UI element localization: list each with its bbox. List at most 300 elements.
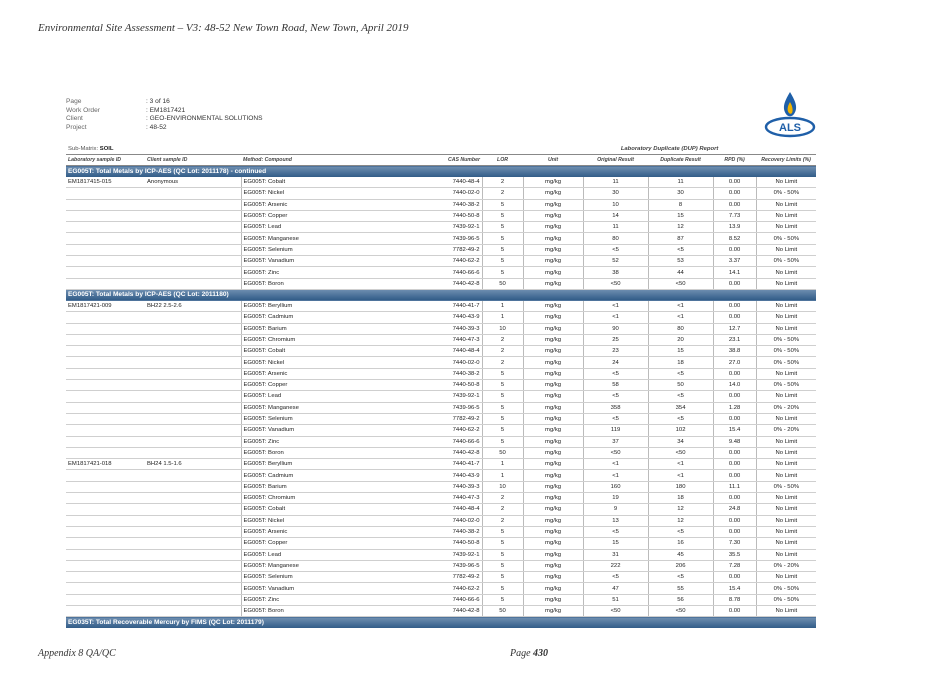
rpd: 0.00 bbox=[713, 459, 756, 470]
table-row bbox=[66, 413, 816, 424]
meta-key: Page bbox=[66, 98, 82, 105]
empty-cell bbox=[66, 334, 145, 345]
unit: mg/kg bbox=[523, 538, 583, 549]
table-row bbox=[66, 210, 816, 221]
table-row bbox=[66, 425, 816, 436]
original-result: 19 bbox=[583, 493, 648, 504]
rpd: 15.4 bbox=[713, 425, 756, 436]
compound: EG005T: Copper bbox=[241, 380, 438, 391]
cas-number: 7440-02-0 bbox=[438, 188, 482, 199]
recovery-limits: No Limit bbox=[756, 391, 816, 402]
unit: mg/kg bbox=[523, 560, 583, 571]
cas-number: 7440-62-2 bbox=[438, 425, 482, 436]
footer-appendix: Appendix 8 QA/QC bbox=[38, 648, 116, 659]
recovery-limits: 0% - 50% bbox=[756, 188, 816, 199]
rpd: 27.0 bbox=[713, 357, 756, 368]
empty-cell bbox=[145, 425, 241, 436]
footer-page bbox=[510, 648, 548, 659]
table-row bbox=[66, 301, 816, 312]
original-result: 31 bbox=[583, 549, 648, 560]
client-sample-id: BH24 1.5-1.6 bbox=[145, 459, 241, 470]
unit: mg/kg bbox=[523, 447, 583, 458]
cas-number: 7440-42-8 bbox=[438, 605, 482, 616]
table-row bbox=[66, 188, 816, 199]
recovery-limits: 0% - 50% bbox=[756, 594, 816, 605]
original-result: 38 bbox=[583, 267, 648, 278]
recovery-limits: No Limit bbox=[756, 278, 816, 289]
rpd: 35.5 bbox=[713, 549, 756, 560]
recovery-limits: 0% - 50% bbox=[756, 380, 816, 391]
table-row bbox=[66, 244, 816, 255]
unit: mg/kg bbox=[523, 391, 583, 402]
cas-number: 7440-38-2 bbox=[438, 368, 482, 379]
unit: mg/kg bbox=[523, 380, 583, 391]
unit: mg/kg bbox=[523, 583, 583, 594]
lor: 5 bbox=[482, 572, 523, 583]
cas-number: 7440-43-9 bbox=[438, 312, 482, 323]
lor: 5 bbox=[482, 391, 523, 402]
rpd: 7.73 bbox=[713, 210, 756, 221]
table-row bbox=[66, 594, 816, 605]
empty-cell bbox=[145, 549, 241, 560]
qc-lot-header bbox=[66, 166, 816, 178]
table-row bbox=[66, 504, 816, 515]
original-result: 23 bbox=[583, 346, 648, 357]
rpd: 0.00 bbox=[713, 470, 756, 481]
recovery-limits: 0% - 50% bbox=[756, 334, 816, 345]
lor: 5 bbox=[482, 402, 523, 413]
table-row bbox=[66, 391, 816, 402]
column-header: CAS Number bbox=[438, 155, 482, 166]
duplicate-result: 102 bbox=[648, 425, 713, 436]
empty-cell bbox=[66, 538, 145, 549]
meta-value: : 3 of 16 bbox=[146, 98, 170, 105]
duplicate-result: 20 bbox=[648, 334, 713, 345]
recovery-limits: No Limit bbox=[756, 301, 816, 312]
original-result: 9 bbox=[583, 504, 648, 515]
recovery-limits: No Limit bbox=[756, 413, 816, 424]
meta-key: Project bbox=[66, 123, 87, 131]
recovery-limits: 0% - 50% bbox=[756, 357, 816, 368]
empty-cell bbox=[66, 560, 145, 571]
compound: EG005T: Cobalt bbox=[241, 346, 438, 357]
compound: EG005T: Boron bbox=[241, 278, 438, 289]
unit: mg/kg bbox=[523, 323, 583, 334]
lor: 1 bbox=[482, 301, 523, 312]
lor: 2 bbox=[482, 493, 523, 504]
meta-key: Work Order bbox=[66, 106, 100, 114]
unit: mg/kg bbox=[523, 436, 583, 447]
table-row bbox=[66, 267, 816, 278]
cas-number: 7440-43-9 bbox=[438, 470, 482, 481]
recovery-limits: No Limit bbox=[756, 436, 816, 447]
compound: EG005T: Lead bbox=[241, 549, 438, 560]
unit: mg/kg bbox=[523, 278, 583, 289]
lor: 2 bbox=[482, 188, 523, 199]
compound: EG005T: Nickel bbox=[241, 515, 438, 526]
empty-cell bbox=[66, 572, 145, 583]
meta-value: : EM1817421 bbox=[146, 106, 186, 114]
duplicate-result: 44 bbox=[648, 267, 713, 278]
table-row bbox=[66, 459, 816, 470]
compound: EG005T: Manganese bbox=[241, 560, 438, 571]
table-row bbox=[66, 605, 816, 616]
empty-cell bbox=[145, 323, 241, 334]
unit: mg/kg bbox=[523, 301, 583, 312]
compound: EG005T: Selenium bbox=[241, 413, 438, 424]
compound: EG005T: Zinc bbox=[241, 594, 438, 605]
recovery-limits: No Limit bbox=[756, 526, 816, 537]
compound: EG005T: Boron bbox=[241, 447, 438, 458]
unit: mg/kg bbox=[523, 425, 583, 436]
empty-cell bbox=[145, 199, 241, 210]
cas-number: 7440-42-8 bbox=[438, 447, 482, 458]
unit: mg/kg bbox=[523, 572, 583, 583]
compound: EG005T: Nickel bbox=[241, 188, 438, 199]
empty-cell bbox=[145, 256, 241, 267]
compound: EG005T: Copper bbox=[241, 210, 438, 221]
original-result: <1 bbox=[583, 301, 648, 312]
compound: EG005T: Arsenic bbox=[241, 199, 438, 210]
cas-number: 7439-96-5 bbox=[438, 560, 482, 571]
recovery-limits: No Limit bbox=[756, 515, 816, 526]
rpd: 8.78 bbox=[713, 594, 756, 605]
cas-number: 7440-39-3 bbox=[438, 481, 482, 492]
submatrix-label bbox=[66, 144, 523, 155]
empty-cell bbox=[145, 594, 241, 605]
unit: mg/kg bbox=[523, 233, 583, 244]
original-result: 15 bbox=[583, 538, 648, 549]
compound: EG005T: Cobalt bbox=[241, 177, 438, 188]
cas-number: 7439-96-5 bbox=[438, 233, 482, 244]
rpd: 0.00 bbox=[713, 493, 756, 504]
meta-row bbox=[66, 124, 263, 133]
empty-cell bbox=[66, 346, 145, 357]
original-result: 90 bbox=[583, 323, 648, 334]
lor: 2 bbox=[482, 177, 523, 188]
empty-cell bbox=[66, 402, 145, 413]
empty-cell bbox=[66, 210, 145, 221]
cas-number: 7440-41-7 bbox=[438, 459, 482, 470]
rpd: 0.00 bbox=[713, 278, 756, 289]
unit: mg/kg bbox=[523, 222, 583, 233]
recovery-limits: No Limit bbox=[756, 222, 816, 233]
column-header: Method: Compound bbox=[241, 155, 438, 166]
compound: EG005T: Chromium bbox=[241, 334, 438, 345]
duplicate-result: 12 bbox=[648, 222, 713, 233]
column-header: Original Result bbox=[583, 155, 648, 166]
duplicate-result: 34 bbox=[648, 436, 713, 447]
empty-cell bbox=[145, 188, 241, 199]
empty-cell bbox=[66, 605, 145, 616]
cas-number: 7440-42-8 bbox=[438, 278, 482, 289]
duplicate-result: 206 bbox=[648, 560, 713, 571]
empty-cell bbox=[66, 447, 145, 458]
meta-value: : GEO-ENVIRONMENTAL SOLUTIONS bbox=[146, 115, 263, 123]
rpd: 0.00 bbox=[713, 199, 756, 210]
lor: 2 bbox=[482, 346, 523, 357]
cas-number: 7440-66-6 bbox=[438, 594, 482, 605]
lor: 5 bbox=[482, 413, 523, 424]
lor: 50 bbox=[482, 278, 523, 289]
original-result: <50 bbox=[583, 447, 648, 458]
empty-cell bbox=[145, 357, 241, 368]
compound: EG005T: Lead bbox=[241, 391, 438, 402]
duplicate-result: 180 bbox=[648, 481, 713, 492]
table-row bbox=[66, 368, 816, 379]
cas-number: 7440-50-8 bbox=[438, 380, 482, 391]
recovery-limits: No Limit bbox=[756, 267, 816, 278]
rpd: 0.00 bbox=[713, 413, 756, 424]
compound: EG005T: Zinc bbox=[241, 436, 438, 447]
empty-cell bbox=[66, 594, 145, 605]
table-row bbox=[66, 278, 816, 289]
empty-cell bbox=[145, 572, 241, 583]
empty-cell bbox=[66, 312, 145, 323]
empty-cell bbox=[66, 233, 145, 244]
table-row bbox=[66, 312, 816, 323]
rpd: 0.00 bbox=[713, 515, 756, 526]
rpd: 11.1 bbox=[713, 481, 756, 492]
empty-cell bbox=[145, 470, 241, 481]
lor: 50 bbox=[482, 447, 523, 458]
rpd: 0.00 bbox=[713, 244, 756, 255]
original-result: 52 bbox=[583, 256, 648, 267]
duplicate-result: 12 bbox=[648, 515, 713, 526]
als-logo bbox=[764, 88, 816, 138]
original-result: 80 bbox=[583, 233, 648, 244]
rpd: 23.1 bbox=[713, 334, 756, 345]
original-result: <5 bbox=[583, 244, 648, 255]
unit: mg/kg bbox=[523, 459, 583, 470]
compound: EG005T: Cobalt bbox=[241, 504, 438, 515]
duplicate-result: <1 bbox=[648, 301, 713, 312]
empty-cell bbox=[66, 425, 145, 436]
dup-report-table bbox=[66, 144, 816, 628]
table-row bbox=[66, 346, 816, 357]
compound: EG005T: Copper bbox=[241, 538, 438, 549]
lor: 5 bbox=[482, 425, 523, 436]
cas-number: 7440-48-4 bbox=[438, 177, 482, 188]
duplicate-result: <50 bbox=[648, 605, 713, 616]
duplicate-result: <50 bbox=[648, 278, 713, 289]
duplicate-result: 45 bbox=[648, 549, 713, 560]
cas-number: 7439-92-1 bbox=[438, 391, 482, 402]
empty-cell bbox=[66, 323, 145, 334]
original-result: 10 bbox=[583, 199, 648, 210]
unit: mg/kg bbox=[523, 368, 583, 379]
compound: EG005T: Barium bbox=[241, 481, 438, 492]
compound: EG005T: Vanadium bbox=[241, 583, 438, 594]
footer-page-label: Page bbox=[510, 648, 534, 659]
meta-row bbox=[66, 115, 263, 124]
lor: 5 bbox=[482, 538, 523, 549]
cas-number: 7440-02-0 bbox=[438, 357, 482, 368]
lor: 5 bbox=[482, 549, 523, 560]
lor: 2 bbox=[482, 334, 523, 345]
rpd: 0.00 bbox=[713, 572, 756, 583]
empty-cell bbox=[145, 312, 241, 323]
duplicate-result: 15 bbox=[648, 346, 713, 357]
empty-cell bbox=[66, 357, 145, 368]
recovery-limits: 0% - 20% bbox=[756, 402, 816, 413]
original-result: 14 bbox=[583, 210, 648, 221]
original-result: 51 bbox=[583, 594, 648, 605]
recovery-limits: No Limit bbox=[756, 447, 816, 458]
duplicate-result: <5 bbox=[648, 572, 713, 583]
duplicate-result: 18 bbox=[648, 493, 713, 504]
column-header-row bbox=[66, 155, 816, 166]
cas-number: 7440-62-2 bbox=[438, 256, 482, 267]
cas-number: 7782-49-2 bbox=[438, 572, 482, 583]
meta-key: Client bbox=[66, 115, 83, 123]
duplicate-result: <1 bbox=[648, 459, 713, 470]
table-row bbox=[66, 380, 816, 391]
duplicate-result: <1 bbox=[648, 470, 713, 481]
original-result: <5 bbox=[583, 572, 648, 583]
duplicate-report bbox=[66, 144, 816, 628]
submatrix-row bbox=[66, 144, 816, 155]
rpd: 3.37 bbox=[713, 256, 756, 267]
cas-number: 7439-92-1 bbox=[438, 222, 482, 233]
cas-number: 7440-47-3 bbox=[438, 334, 482, 345]
empty-cell bbox=[145, 244, 241, 255]
empty-cell bbox=[66, 199, 145, 210]
lor: 2 bbox=[482, 504, 523, 515]
table-row bbox=[66, 256, 816, 267]
table-row bbox=[66, 199, 816, 210]
recovery-limits: No Limit bbox=[756, 470, 816, 481]
duplicate-result: 15 bbox=[648, 210, 713, 221]
column-header: LOR bbox=[482, 155, 523, 166]
table-row bbox=[66, 493, 816, 504]
original-result: 24 bbox=[583, 357, 648, 368]
empty-cell bbox=[145, 334, 241, 345]
duplicate-result: 8 bbox=[648, 199, 713, 210]
unit: mg/kg bbox=[523, 177, 583, 188]
empty-cell bbox=[66, 526, 145, 537]
original-result: 25 bbox=[583, 334, 648, 345]
compound: EG005T: Zinc bbox=[241, 267, 438, 278]
recovery-limits: 0% - 20% bbox=[756, 425, 816, 436]
duplicate-result: <5 bbox=[648, 244, 713, 255]
duplicate-result: 53 bbox=[648, 256, 713, 267]
cas-number: 7440-47-3 bbox=[438, 493, 482, 504]
table-row bbox=[66, 436, 816, 447]
rpd: 1.28 bbox=[713, 402, 756, 413]
cas-number: 7440-41-7 bbox=[438, 301, 482, 312]
original-result: <1 bbox=[583, 459, 648, 470]
empty-cell bbox=[145, 526, 241, 537]
unit: mg/kg bbox=[523, 199, 583, 210]
cas-number: 7440-50-8 bbox=[438, 210, 482, 221]
recovery-limits: 0% - 20% bbox=[756, 560, 816, 571]
original-result: 13 bbox=[583, 515, 648, 526]
duplicate-result: <5 bbox=[648, 413, 713, 424]
empty-cell bbox=[145, 583, 241, 594]
compound: EG005T: Beryllium bbox=[241, 459, 438, 470]
cas-number: 7440-48-4 bbox=[438, 504, 482, 515]
rpd: 0.00 bbox=[713, 312, 756, 323]
duplicate-result: <5 bbox=[648, 526, 713, 537]
original-result: 119 bbox=[583, 425, 648, 436]
empty-cell bbox=[66, 504, 145, 515]
empty-cell bbox=[66, 244, 145, 255]
cas-number: 7439-92-1 bbox=[438, 549, 482, 560]
unit: mg/kg bbox=[523, 470, 583, 481]
empty-cell bbox=[145, 515, 241, 526]
original-result: <5 bbox=[583, 391, 648, 402]
empty-cell bbox=[145, 481, 241, 492]
recovery-limits: No Limit bbox=[756, 572, 816, 583]
compound: EG005T: Selenium bbox=[241, 572, 438, 583]
cas-number: 7440-48-4 bbox=[438, 346, 482, 357]
table-row bbox=[66, 334, 816, 345]
empty-cell bbox=[66, 391, 145, 402]
empty-cell bbox=[145, 560, 241, 571]
compound: EG005T: Arsenic bbox=[241, 368, 438, 379]
empty-cell bbox=[66, 380, 145, 391]
compound: EG005T: Arsenic bbox=[241, 526, 438, 537]
rpd: 15.4 bbox=[713, 583, 756, 594]
table-row bbox=[66, 572, 816, 583]
recovery-limits: 0% - 50% bbox=[756, 233, 816, 244]
unit: mg/kg bbox=[523, 481, 583, 492]
recovery-limits: No Limit bbox=[756, 605, 816, 616]
original-result: 358 bbox=[583, 402, 648, 413]
empty-cell bbox=[66, 515, 145, 526]
compound: EG005T: Nickel bbox=[241, 357, 438, 368]
lor: 5 bbox=[482, 368, 523, 379]
rpd: 14.1 bbox=[713, 267, 756, 278]
rpd: 9.48 bbox=[713, 436, 756, 447]
client-sample-id: Anonymous bbox=[145, 177, 241, 188]
unit: mg/kg bbox=[523, 188, 583, 199]
recovery-limits: No Limit bbox=[756, 312, 816, 323]
duplicate-result: 16 bbox=[648, 538, 713, 549]
compound: EG005T: Lead bbox=[241, 222, 438, 233]
lor: 5 bbox=[482, 560, 523, 571]
lor: 5 bbox=[482, 244, 523, 255]
lab-sample-id: EM1817421-018 bbox=[66, 459, 145, 470]
original-result: <5 bbox=[583, 526, 648, 537]
footer-page-number: 430 bbox=[533, 648, 549, 659]
empty-cell bbox=[66, 549, 145, 560]
lor: 5 bbox=[482, 380, 523, 391]
duplicate-result: <1 bbox=[648, 312, 713, 323]
cas-number: 7440-50-8 bbox=[438, 538, 482, 549]
recovery-limits: No Limit bbox=[756, 177, 816, 188]
rpd: 7.28 bbox=[713, 560, 756, 571]
column-header: RPD (%) bbox=[713, 155, 756, 166]
qc-lot-title: EG005T: Total Metals by ICP-AES (QC Lot: 2011180) bbox=[66, 289, 816, 301]
compound: EG005T: Vanadium bbox=[241, 425, 438, 436]
recovery-limits: No Limit bbox=[756, 493, 816, 504]
recovery-limits: No Limit bbox=[756, 368, 816, 379]
lor: 10 bbox=[482, 323, 523, 334]
recovery-limits: No Limit bbox=[756, 538, 816, 549]
original-result: 37 bbox=[583, 436, 648, 447]
column-header: Laboratory sample ID bbox=[66, 155, 145, 166]
empty-cell bbox=[66, 222, 145, 233]
lor: 5 bbox=[482, 436, 523, 447]
document-header: Environmental Site Assessment – V3: 48-52 New Town Road, New Town, April 2019 bbox=[38, 22, 409, 34]
original-result: <5 bbox=[583, 368, 648, 379]
compound: EG005T: Beryllium bbox=[241, 301, 438, 312]
lor: 5 bbox=[482, 233, 523, 244]
empty-cell bbox=[145, 538, 241, 549]
lor: 5 bbox=[482, 222, 523, 233]
